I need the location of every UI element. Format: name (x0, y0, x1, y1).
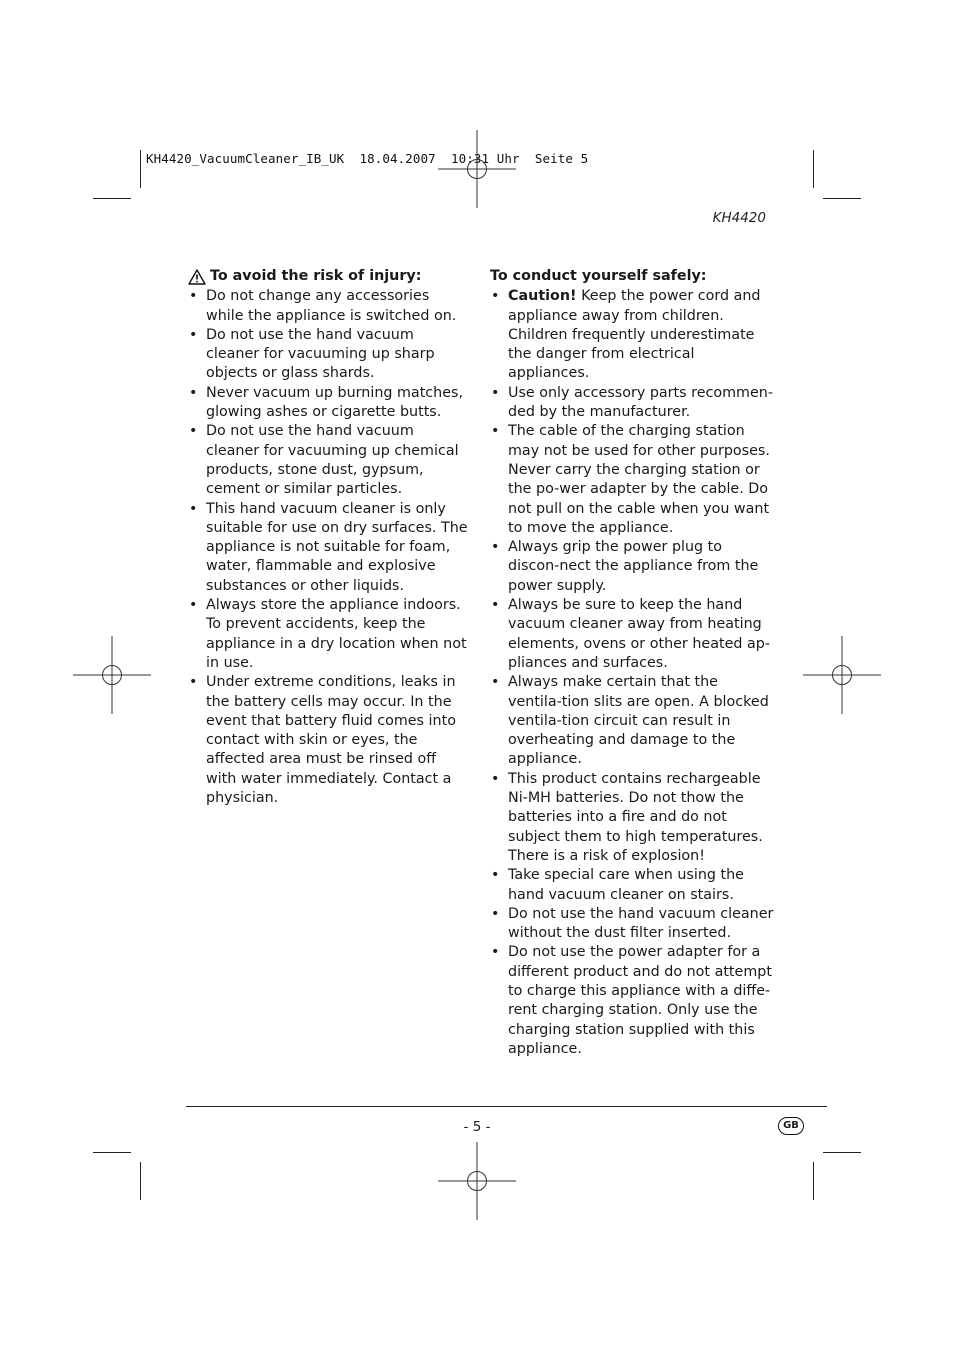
crop-mark (813, 150, 814, 188)
registration-mark-left (73, 636, 151, 714)
crop-mark (140, 1162, 141, 1200)
crop-mark (823, 198, 861, 199)
caution-label: Caution! (508, 288, 577, 305)
section-heading (188, 267, 468, 286)
list-item: • Always grip the power plug to discon-nect the appliance from the power supply. (490, 538, 775, 596)
section-heading-text: To avoid the risk of injury: (210, 268, 422, 284)
list-item: • Do not use the hand vacuum cleaner for vacuuming up sharp objects or glass shards. (188, 326, 468, 384)
list-item: • This hand vacuum cleaner is only suitable for use on dry surfaces. The appliance is not suitable for foam, water, flammable and explosive substances or other liquids. (188, 500, 468, 596)
registration-mark-right (803, 636, 881, 714)
list-item: • Always make certain that the ventila-tion slits are open. A blocked ventila-tion circuit can result in overheating and damage to the appliance. (490, 673, 775, 769)
list-item: • Always be sure to keep the hand vacuum cleaner away from heating elements, ovens or other heated ap-pliances and surfaces. (490, 596, 775, 673)
list-item: • The cable of the charging station may not be used for other purposes. Never carry the charging station or the po-wer adapter by the cable. Do not pull on the cable when you want to move the appliance. (490, 422, 775, 538)
list-item: • Do not use the power adapter for a different product and do not attempt to charge this appliance with a diffe-rent charging station. Only use the charging station supplied with this appliance. (490, 943, 775, 1059)
list-item: • Do not change any accessories while the appliance is switched on. (188, 287, 468, 326)
warning-triangle-icon (188, 269, 206, 285)
footer-rule (186, 1106, 827, 1107)
registration-mark-top (438, 130, 516, 208)
page-number: - 5 - (463, 1119, 491, 1135)
list-item: • Always store the appliance indoors. To prevent accidents, keep the appliance in a dry location when not in use. (188, 596, 468, 673)
list-item (490, 287, 775, 383)
injury-risk-section (188, 267, 468, 808)
model-number: KH4420 (712, 210, 766, 226)
section-heading: To conduct yourself safely: (490, 268, 707, 284)
list-item: • Never vacuum up burning matches, glowing ashes or cigarette butts. (188, 384, 468, 423)
list-item: • Under extreme conditions, leaks in the battery cells may occur. In the event that battery fluid comes into contact with skin or eyes, the affected area must be rinsed off with water immediately. Contact a physician. (188, 673, 468, 808)
crop-mark (823, 1152, 861, 1153)
crop-mark (93, 1152, 131, 1153)
print-slug: KH4420_VacuumCleaner_IB_UK 18.04.2007 10:31 Uhr Seite 5 (146, 151, 589, 166)
list-item: • This product contains rechargeable Ni-MH batteries. Do not thow the batteries into a fire and do not subject them to high temperatures. There is a risk of explosion! (490, 770, 775, 866)
safe-conduct-list (490, 287, 775, 1059)
list-item: • Take special care when using the hand vacuum cleaner on stairs. (490, 866, 775, 905)
list-item-text: Keep the power cord and appliance away from children. Children frequently underestimate the danger from electrical appliances. (508, 288, 761, 382)
list-item: • Do not use the hand vacuum cleaner without the dust filter inserted. (490, 905, 775, 944)
safe-conduct-section (490, 267, 775, 1059)
list-item: • Use only accessory parts recommen-ded by the manufacturer. (490, 384, 775, 423)
crop-mark (93, 198, 131, 199)
crop-mark (140, 150, 141, 188)
crop-mark (813, 1162, 814, 1200)
injury-risk-list (188, 287, 468, 808)
list-item: • Do not use the hand vacuum cleaner for vacuuming up chemical products, stone dust, gypsum, cement or similar particles. (188, 422, 468, 499)
registration-mark-bottom (438, 1142, 516, 1220)
language-badge: GB (778, 1117, 804, 1135)
